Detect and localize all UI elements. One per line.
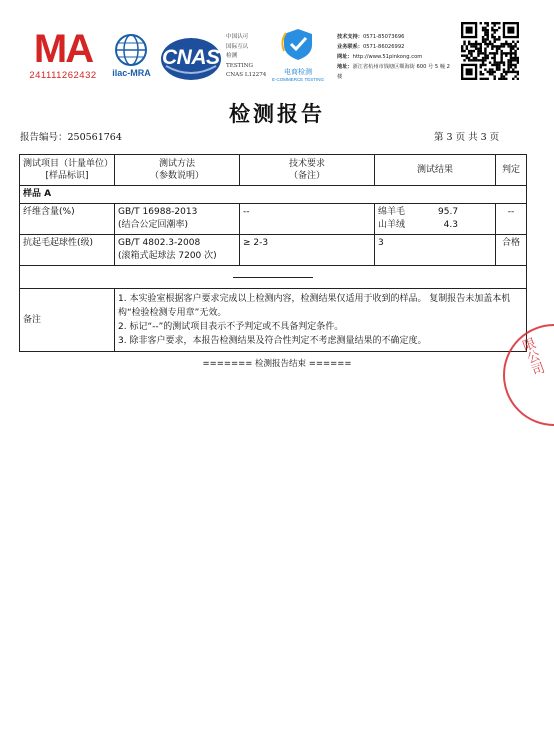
- cnas-info-line: 国际互认: [226, 43, 249, 50]
- cma-logo: [22, 27, 104, 81]
- note-line: 2. 标记“--”的测试项目表示不予判定或不具备判定条件。: [118, 322, 344, 332]
- row-requirement: ≥ 2-3: [240, 235, 375, 266]
- cnas-info-line: CNAS L12274: [226, 72, 267, 78]
- separator-cell: [20, 266, 527, 289]
- report-end-marker: ======= 检测报告结束 ======: [202, 359, 352, 369]
- table-row: [20, 204, 527, 235]
- sample-label: 样品 A: [20, 186, 527, 204]
- row-requirement: --: [240, 204, 375, 235]
- header-item: 测试项目（计量单位） [样品标识]: [20, 155, 115, 186]
- ecommerce-testing-logo: [270, 27, 326, 82]
- cnas-info-line: 检测: [226, 53, 238, 59]
- ilac-mra-logo: [104, 33, 159, 88]
- separator-line: [233, 277, 313, 278]
- contact-address: 地址：浙江省杭州市钱塘区頫海街 600 号 5 幢 2 楼: [337, 64, 450, 80]
- cnas-logo: [160, 36, 222, 82]
- header-requirement: 技术要求 （备注）: [240, 155, 375, 186]
- row-result: 3: [375, 235, 496, 266]
- row-item: 抗起毛起球性(级): [20, 235, 115, 266]
- table-header-row: [20, 155, 527, 186]
- header-method: 测试方法 （参数说明）: [115, 155, 240, 186]
- report-number: 报告编号：250561764: [20, 132, 122, 143]
- row-method: GB/T 4802.3-2008 (滚箱式起球法 7200 次): [115, 235, 240, 266]
- contact-business: 业务联系：0571-86026992: [337, 44, 405, 50]
- contact-website: 网址：http://www.51pinkong.com: [337, 54, 423, 60]
- separator-row: [20, 266, 527, 289]
- row-item: 纤维含量(%): [20, 204, 115, 235]
- stamp-text: 限公司: [517, 336, 546, 378]
- cnas-logo-text: CNAS: [162, 46, 220, 69]
- note-line: 3. 除非客户要求，本报告检测结果及符合性判定不考虑测量结果的不确定度。: [118, 336, 427, 346]
- row-method: GB/T 16988-2013 (结合公定回潮率): [115, 204, 240, 235]
- notes-content: [115, 289, 527, 352]
- qr-code: [461, 22, 519, 80]
- sample-row: [20, 186, 527, 204]
- page-info: 第 3 页 共 3 页: [434, 132, 500, 143]
- row-result: 绵羊毛 95.7 山羊绒 4.3: [375, 204, 496, 235]
- shield-check-icon: [270, 27, 326, 61]
- notes-row: [20, 289, 527, 352]
- cnas-accreditation-info: [226, 33, 276, 81]
- page-title: 检测报告: [229, 101, 325, 126]
- row-judge: --: [496, 204, 527, 235]
- ecommerce-testing-subtitle: E-COMMERCE TESTING: [272, 77, 324, 82]
- header-result: 测试结果: [375, 155, 496, 186]
- company-stamp: [486, 320, 554, 430]
- results-table: [19, 154, 527, 352]
- header-judge: 判定: [496, 155, 527, 186]
- note-line: 1. 本实验室根据客户要求完成以上检测内容，检测结果仅适用于收到的样品。 复制报告未加盖本机构“检验检测专用章”无效。: [118, 294, 511, 318]
- row-judge: 合格: [496, 235, 527, 266]
- cnas-info-line: 中国认可: [226, 34, 249, 40]
- cma-logo-text: MA: [33, 27, 93, 71]
- contact-tech-support: 技术支持：0571-85073696: [337, 34, 405, 40]
- contact-info: [337, 32, 455, 82]
- ilac-mra-text: ilac-MRA: [112, 68, 151, 78]
- notes-label: 备注: [20, 289, 115, 352]
- cnas-info-line: TESTING: [226, 62, 253, 69]
- globe-icon: [104, 33, 159, 68]
- table-row: [20, 235, 527, 266]
- cma-code: 241111262432: [29, 70, 97, 81]
- ecommerce-testing-title: 电商检测: [284, 68, 312, 76]
